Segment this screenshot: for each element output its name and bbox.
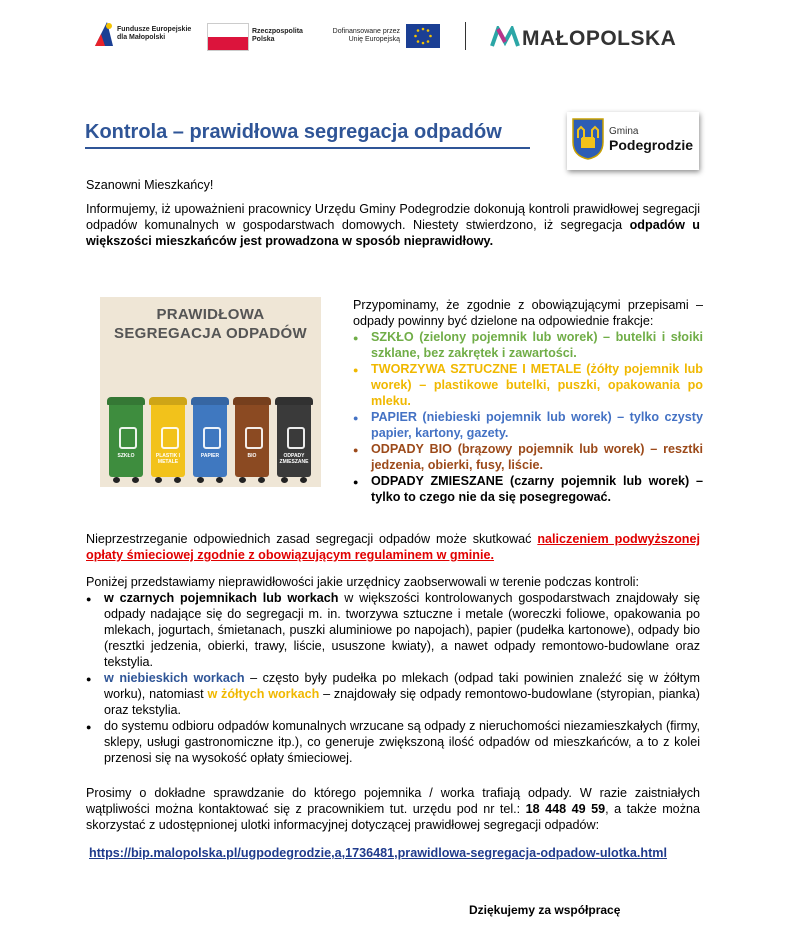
bin-label: ODPADY ZMIESZANE (279, 453, 309, 465)
thanks-text: Dziękujemy za współpracę (469, 903, 621, 917)
malopolska-logo-icon (490, 26, 520, 48)
irregularities-block (86, 574, 700, 766)
bin (150, 397, 186, 483)
logo-bar (0, 0, 795, 80)
bin (276, 397, 312, 483)
bin (234, 397, 270, 483)
gmina-logo (567, 112, 699, 170)
poster-title-line1: PRAWIDŁOWA (156, 306, 265, 323)
gmina-name: Podegrodzie (609, 137, 694, 153)
fraction-item: ● ODPADY BIO (brązowy pojemnik lub worek) – resztki jedzenia, obierki, fusy, liście. (353, 441, 703, 473)
segregation-poster (100, 297, 321, 487)
malopolska-name: MAŁOPOLSKA (522, 27, 677, 50)
poster-title-line2: SEGREGACJA ODPADÓW (114, 325, 307, 342)
intro-bold-text: odpadów u większości mieszkańców jest prowadzona w sposób nieprawidłowy. (86, 218, 700, 248)
contact-phone: 18 448 49 59 (525, 802, 606, 816)
intro-text: Informujemy, iż upoważnieni pracownicy Urzędu Gminy Podegrodzie dokonują kontroli prawidłowej segregacji odpadów komunalnych w gospodarstwach domowych. Niestety stwierdzono, iż segregacja (86, 202, 700, 232)
warning-paragraph (86, 531, 700, 563)
eu-funds-logo-icon (93, 18, 115, 48)
bin (192, 397, 228, 483)
list-item: ● do systemu odbioru odpadów komunalnych wrzucane są odpady z nieruchomości niezamieszkałych (firmy, sklepy, usługi gastronomiczne itp.), co generuje zwiększoną ilość odpadów od mieszkańców, a to z kolei przenosi się na wysokość opłaty śmieciowej. (86, 718, 700, 766)
bin (108, 397, 144, 483)
gmina-label: Gmina (609, 126, 639, 137)
title-underline (85, 147, 530, 149)
reminder-text: Przypominamy, że zgodnie z obowiązującymi przepisami – odpady powinny być dzielone na odpowiednie frakcje: (353, 298, 703, 328)
polish-flag-icon (207, 23, 249, 51)
fraction-item: ● PAPIER (niebieski pojemnik lub worek) – tylko czysty papier, kartony, gazety. (353, 409, 703, 441)
warning-text: Nieprzestrzeganie odpowiednich zasad segregacji odpadów może skutkować (86, 532, 532, 546)
page-title: Kontrola – prawidłowa segregacja odpadów (85, 121, 502, 143)
bins-row (108, 397, 316, 485)
warning-red-text: naliczeniem podwyższonej opłaty śmieciowej zgodnie z obowiązującym regulaminem w gminie. (86, 532, 700, 562)
bin-symbol-icon (245, 427, 263, 449)
coat-of-arms-icon (572, 118, 604, 160)
eu-flag-icon (406, 24, 440, 48)
irregular-intro: Poniżej przedstawiamy nieprawidłowości jakie urzędnicy zaobserwowali w terenie podczas kontroli: (86, 575, 639, 589)
list-item: ● w czarnych pojemnikach lub workach w większości kontrolowanych gospodarstwach znajdowały się odpady nadające się do segregacji m. in. tworzywa sztuczne i metale (woreczki foliowe, opakowania po mlekach, jogurtach, śmietanach, puszki aluminiowe po napojach), papier (pudełka kartonowe), odpady bio (resztki jedzenia, obierki, trawy, liście, ususzone kwiaty), a nawet odpady remontowo-budowlane oraz tekstylia. (86, 590, 700, 670)
reminder-block (353, 297, 703, 505)
fraction-item: ● TWORZYWA SZTUCZNE I METALE (żółty pojemnik lub worek) – plastikowe butelki, puszki, opakowania po mleku. (353, 361, 703, 409)
bin-symbol-icon (203, 427, 221, 449)
bin-symbol-icon (119, 427, 137, 449)
bin-symbol-icon (161, 427, 179, 449)
logo-divider (465, 22, 466, 50)
eu-cofund-text: Dofinansowane przez Unię Europejską (332, 28, 400, 43)
contact-paragraph: Prosimy o dokładne sprawdzanie do którego pojemnika / worka trafiają odpady. W razie zaistniałych wątpliwości można kontaktować się z pracownikiem tut. urzędu pod nr tel.: 18 448 49 59, a także można skorzystać z udostępnionej ulotki informacyjnej dotyczącej prawidłowej segregacji odpadów: (86, 786, 700, 832)
rp-name: Rzeczpospolita Polska (252, 28, 303, 43)
bin-label: PAPIER (200, 453, 220, 459)
fraction-list (353, 329, 703, 505)
bin-label: PLASTIK I METALE (155, 453, 181, 465)
bin-symbol-icon (287, 427, 305, 449)
fraction-item: ● SZKŁO (zielony pojemnik lub worek) – butelki i słoiki szklane, bez zakrętek i zawartości. (353, 329, 703, 361)
list-item: ● w niebieskich workach – często były pudełka po mlekach (odpad taki powinien znaleźć się w żółtym worku), natomiast w żółtych workach – znajdowały się odpady remontowo-budowlane (styropian, pianka) oraz tekstylia. (86, 670, 700, 718)
eu-funds-name: Fundusze Europejskie dla Małopolski (117, 26, 192, 41)
irregular-list (86, 590, 700, 766)
leaflet-link[interactable]: https://bip.malopolska.pl/ugpodegrodzie,a,1736481,prawidlowa-segregacja-odpadow-ulotka.html (89, 846, 668, 860)
bin-label: BIO (247, 453, 257, 459)
intro-paragraph (86, 201, 700, 249)
bin-label: SZKŁO (117, 453, 135, 459)
fraction-item: ● ODPADY ZMIESZANE (czarny pojemnik lub worek) – tylko to czego nie da się posegregować. (353, 473, 703, 505)
greeting: Szanowni Mieszkańcy! (86, 178, 214, 192)
